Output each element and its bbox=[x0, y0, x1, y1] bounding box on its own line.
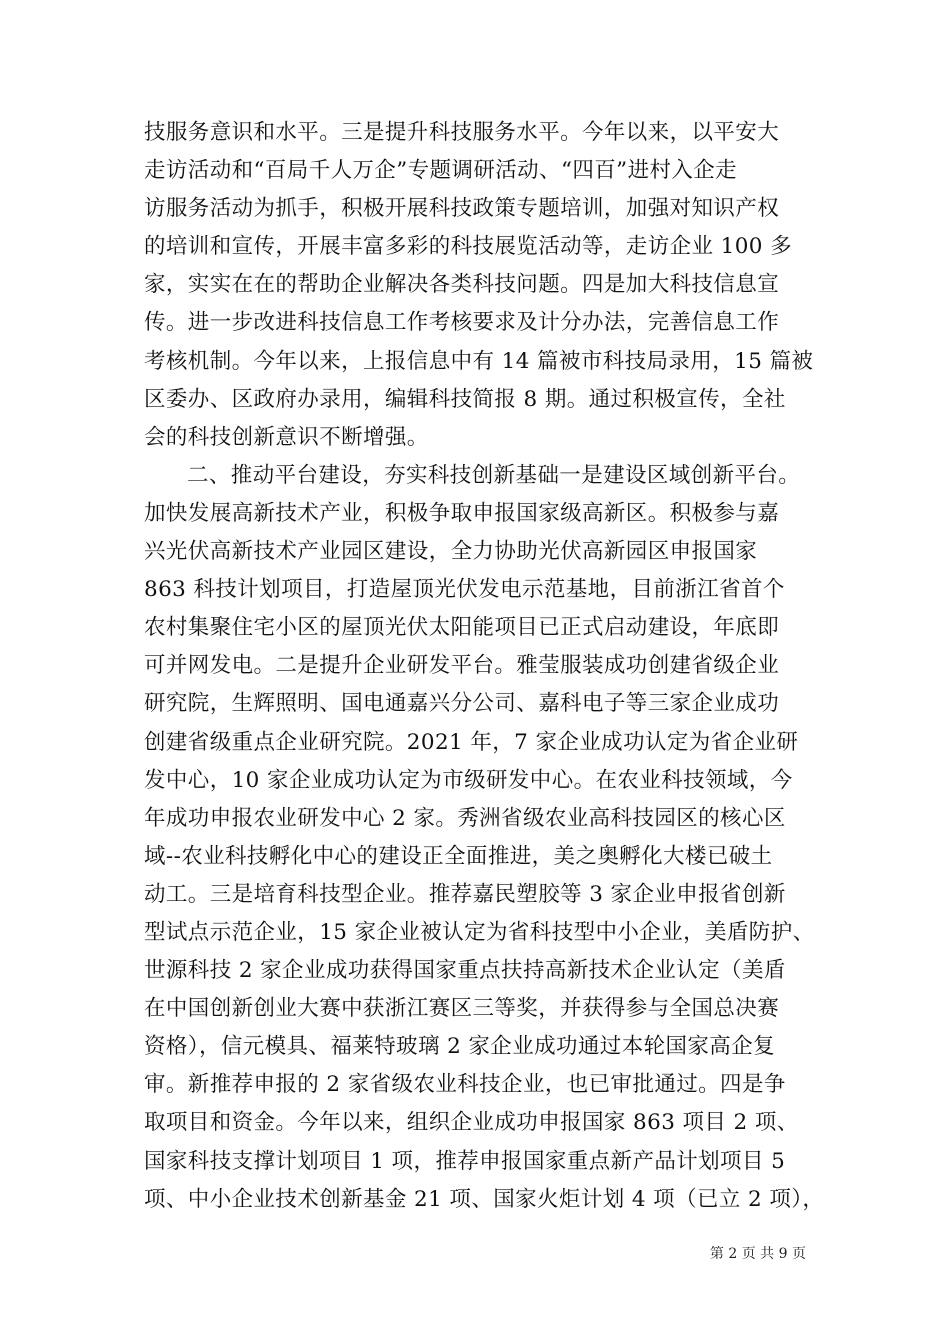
text-line-5: 家，实实在在的帮助企业解决各类科技问题。四是加大科技信息宣 bbox=[144, 272, 780, 298]
text-line-11: 加快发展高新技术产业，积极争取申报国家级高新区。积极参与嘉 bbox=[144, 500, 780, 526]
text-line-28: 国家科技支撑计划项目 1 项，推荐申报国家重点新产品计划项目 5 bbox=[144, 1148, 786, 1174]
text-line-3: 访服务活动为抓手，积极开展科技政策专题培训，加强对知识产权 bbox=[144, 196, 780, 222]
text-line-24: 在中国创新创业大赛中获浙江赛区三等奖，并获得参与全国总决赛 bbox=[144, 996, 780, 1022]
text-line-12: 兴光伏高新技术产业园区建设，全力协助光伏高新园区申报国家 bbox=[144, 539, 758, 565]
text-line-18: 发中心，10 家企业成功认定为市级研发中心。在农业科技领域，今 bbox=[144, 767, 793, 793]
text-line-16: 研究院，生辉照明、国电通嘉兴分公司、嘉科电子等三家企业成功 bbox=[144, 691, 780, 717]
text-line-6: 传。进一步改进科技信息工作考核要求及计分办法，完善信息工作 bbox=[144, 310, 780, 336]
text-line-21: 动工。三是培育科技型企业。推荐嘉民塑胶等 3 家企业申报省创新 bbox=[144, 881, 786, 907]
text-line-2: 走访活动和“百局千人万企”专题调研活动、“四百”进村入企走 bbox=[144, 158, 738, 184]
text-line-19: 年成功申报农业研发中心 2 家。秀洲省级农业高科技园区的核心区 bbox=[144, 805, 786, 831]
section-heading-line: 二、推动平台建设，夯实科技创新基础一是建设区域创新平台。 bbox=[187, 462, 801, 488]
text-line-25: 资格），信元模具、福莱特玻璃 2 家企业成功通过本轮国家高企复 bbox=[144, 1034, 776, 1060]
text-line-17: 创建省级重点企业研究院。2021 年，7 家企业成功认定为省企业研 bbox=[144, 729, 799, 755]
text-line-1: 技服务意识和水平。三是提升科技服务水平。今年以来，以平安大 bbox=[144, 120, 780, 145]
text-line-9: 会的科技创新意识不断增强。 bbox=[144, 424, 429, 450]
page-number: 第 2 页 共 9 页 bbox=[709, 1246, 806, 1262]
text-line-7: 考核机制。今年以来，上报信息中有 14 篇被市科技局录用，15 篇被 bbox=[144, 348, 814, 374]
text-line-14: 农村集聚住宅小区的屋顶光伏太阳能项目已正式启动建设，年底即 bbox=[144, 615, 780, 641]
text-line-22: 型试点示范企业，15 家企业被认定为省科技型中小企业，美盾防护、 bbox=[144, 919, 815, 945]
text-line-23: 世源科技 2 家企业成功获得国家重点扶持高新技术企业认定（美盾 bbox=[144, 958, 786, 984]
document-body bbox=[144, 114, 834, 1219]
text-line-20: 域--农业科技孵化中心的建设正全面推进，美之奥孵化大楼已破土 bbox=[144, 843, 773, 869]
text-line-29: 项、中小企业技术创新基金 21 项、国家火炬计划 4 项（已立 2 项）， bbox=[144, 1186, 825, 1212]
text-line-4: 的培训和宣传，开展丰富多彩的科技展览活动等，走访企业 100 多 bbox=[144, 234, 793, 260]
text-line-27: 取项目和资金。今年以来，组织企业成功申报国家 863 项目 2 项、 bbox=[144, 1110, 799, 1136]
text-line-15: 可并网发电。二是提升企业研发平台。雅莹服装成功创建省级企业 bbox=[144, 653, 780, 679]
text-line-13: 863 科技计划项目，打造屋顶光伏发电示范基地，目前浙江省首个 bbox=[144, 577, 785, 603]
text-line-8: 区委办、区政府办录用，编辑科技简报 8 期。通过积极宣传，全社 bbox=[144, 386, 786, 412]
text-line-26: 审。新推荐申报的 2 家省级农业科技企业，也已审批通过。四是争 bbox=[144, 1072, 786, 1098]
